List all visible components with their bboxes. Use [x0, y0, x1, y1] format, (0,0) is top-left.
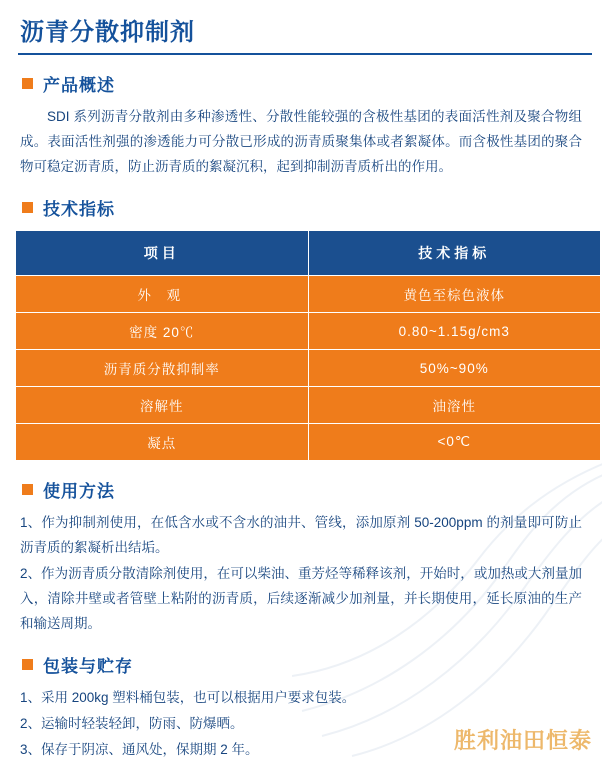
bullet-square-icon [22, 484, 33, 495]
table-cell-value: 油溶性 [308, 387, 601, 424]
document-page [0, 12, 602, 761]
bullet-square-icon [22, 659, 33, 670]
section-title-specs: 技术指标 [43, 200, 115, 219]
table-cell-value: 黄色至棕色液体 [308, 276, 601, 313]
table-cell-value: 0.80~1.15g/cm3 [308, 313, 601, 350]
bullet-square-icon [22, 78, 33, 89]
overview-paragraph: SDI 系列沥青分散剂由多种渗透性、分散性能较强的含极性基团的表面活性剂及聚合物组成。表面活性剂强的渗透能力可分散已形成的沥青质聚集体或者絮凝体。而含极性基团的聚合物可稳定沥青质，防止沥青质的絮凝沉积，起到抑制沥青质析出的作用。 [20, 109, 582, 174]
section-title-usage: 使用方法 [43, 482, 115, 501]
table-cell-item: 密度 20℃ [16, 313, 309, 350]
section-heading-usage [22, 477, 594, 502]
section-heading-storage [22, 652, 594, 677]
table-header-value: 技术指标 [308, 231, 601, 276]
specification-table [15, 230, 601, 461]
list-item: 2、运输时轻装轻卸，防雨、防爆晒。 [20, 716, 244, 731]
table-cell-value: 50%~90% [308, 350, 601, 387]
table-cell-item: 外 观 [16, 276, 309, 313]
title-divider [18, 53, 592, 55]
table-cell-item: 溶解性 [16, 387, 309, 424]
table-header-item: 项目 [16, 231, 309, 276]
table-header-row [16, 231, 601, 276]
table-cell-item: 凝点 [16, 424, 309, 461]
table-cell-item: 沥青质分散抑制率 [16, 350, 309, 387]
list-item: 2、作为沥青质分散清除剂使用，在可以柴油、重芳烃等稀释该剂，开始时，或加热或大剂量加入，清除井壁或者管壁上粘附的沥青质，后续逐渐减少加剂量，并长期使用，延长原油的生产和输送周期。 [20, 566, 582, 631]
table-row [16, 313, 601, 350]
bullet-square-icon [22, 202, 33, 213]
storage-list [20, 685, 582, 762]
section-heading-specs [22, 195, 594, 220]
list-item: 3、保存于阴凉、通风处，保期期 2 年。 [20, 742, 259, 757]
table-row [16, 350, 601, 387]
table-row [16, 276, 601, 313]
usage-list [20, 510, 582, 636]
list-item: 1、采用 200kg 塑料桶包装，也可以根据用户要求包装。 [20, 690, 356, 705]
section-title-overview: 产品概述 [43, 76, 115, 95]
table-cell-value: <0℃ [308, 424, 601, 461]
section-title-storage: 包装与贮存 [43, 657, 133, 676]
watermark-text: 胜利油田恒泰 [453, 728, 592, 753]
table-row [16, 424, 601, 461]
page-title: 沥青分散抑制剂 [20, 19, 195, 46]
section-heading-overview [22, 71, 594, 96]
table-row [16, 387, 601, 424]
list-item: 1、作为抑制剂使用，在低含水或不含水的油井、管线，添加原剂 50-200ppm 的剂量即可防止沥青质的絮凝析出结垢。 [20, 515, 582, 555]
